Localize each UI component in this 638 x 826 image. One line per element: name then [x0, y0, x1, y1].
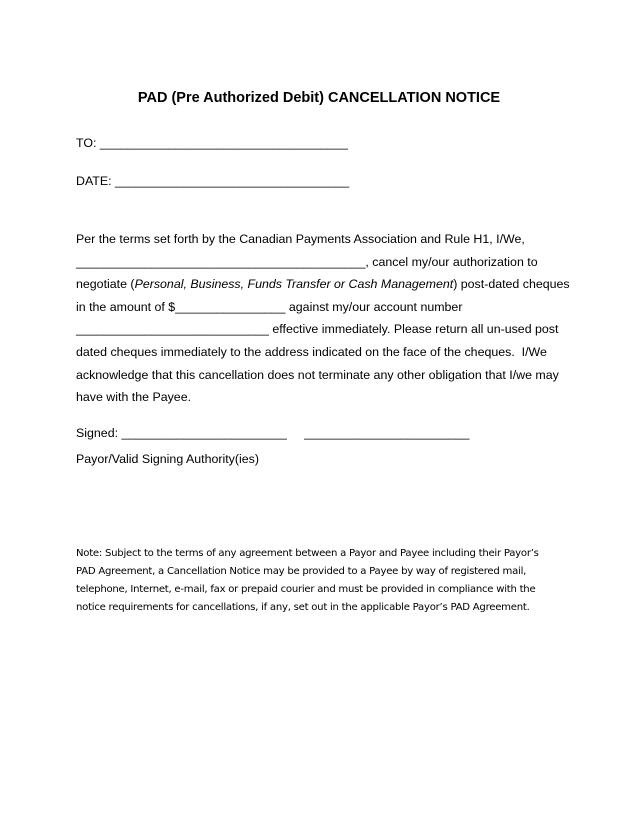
- note-line: PAD Agreement, a Cancellation Notice may be provided to a Payee by way of registered mail,: [76, 565, 527, 577]
- body-paragraph: [76, 228, 570, 409]
- document-title: PAD (Pre Authorized Debit) CANCELLATION NOTICE: [137, 90, 501, 106]
- body-text: negotiate (: [76, 277, 135, 292]
- body-text: ) post-dated cheques: [453, 277, 570, 292]
- date-field-line: DATE: __________________________________: [76, 174, 350, 188]
- note-line: notice requirements for cancellations, if any, set out in the applicable Payor’s PAD Agreement.: [76, 601, 530, 613]
- note-line: telephone, Internet, e-mail, fax or prepaid courier and must be provided in compliance with the: [76, 583, 536, 595]
- body-line: have with the Payee.: [76, 390, 192, 405]
- body-line: dated cheques immediately to the address indicated on the face of the cheques. I/We: [76, 344, 547, 359]
- body-line: __________________________________________, cancel my/our authorization to: [76, 254, 538, 269]
- payor-signing-authority-label: Payor/Valid Signing Authority(ies): [76, 452, 259, 466]
- body-line: in the amount of $________________ against my/our account number: [76, 299, 463, 314]
- note-paragraph: [76, 545, 556, 617]
- body-line: [76, 273, 570, 296]
- payment-types-italic: Personal, Business, Funds Transfer or Cash Management: [134, 277, 454, 292]
- body-line: Per the terms set forth by the Canadian Payments Association and Rule H1, I/We,: [76, 232, 525, 246]
- signed-field-line: Signed: ________________________ ________________________: [76, 426, 470, 440]
- body-line: ____________________________ effective immediately. Please return all un-used post: [76, 322, 559, 337]
- to-field-line: TO: ____________________________________: [76, 136, 348, 150]
- body-line: acknowledge that this cancellation does not terminate any other obligation that I/we may: [76, 367, 559, 382]
- note-line: Note: Subject to the terms of any agreement between a Payor and Payee including their Payor’s: [76, 548, 539, 559]
